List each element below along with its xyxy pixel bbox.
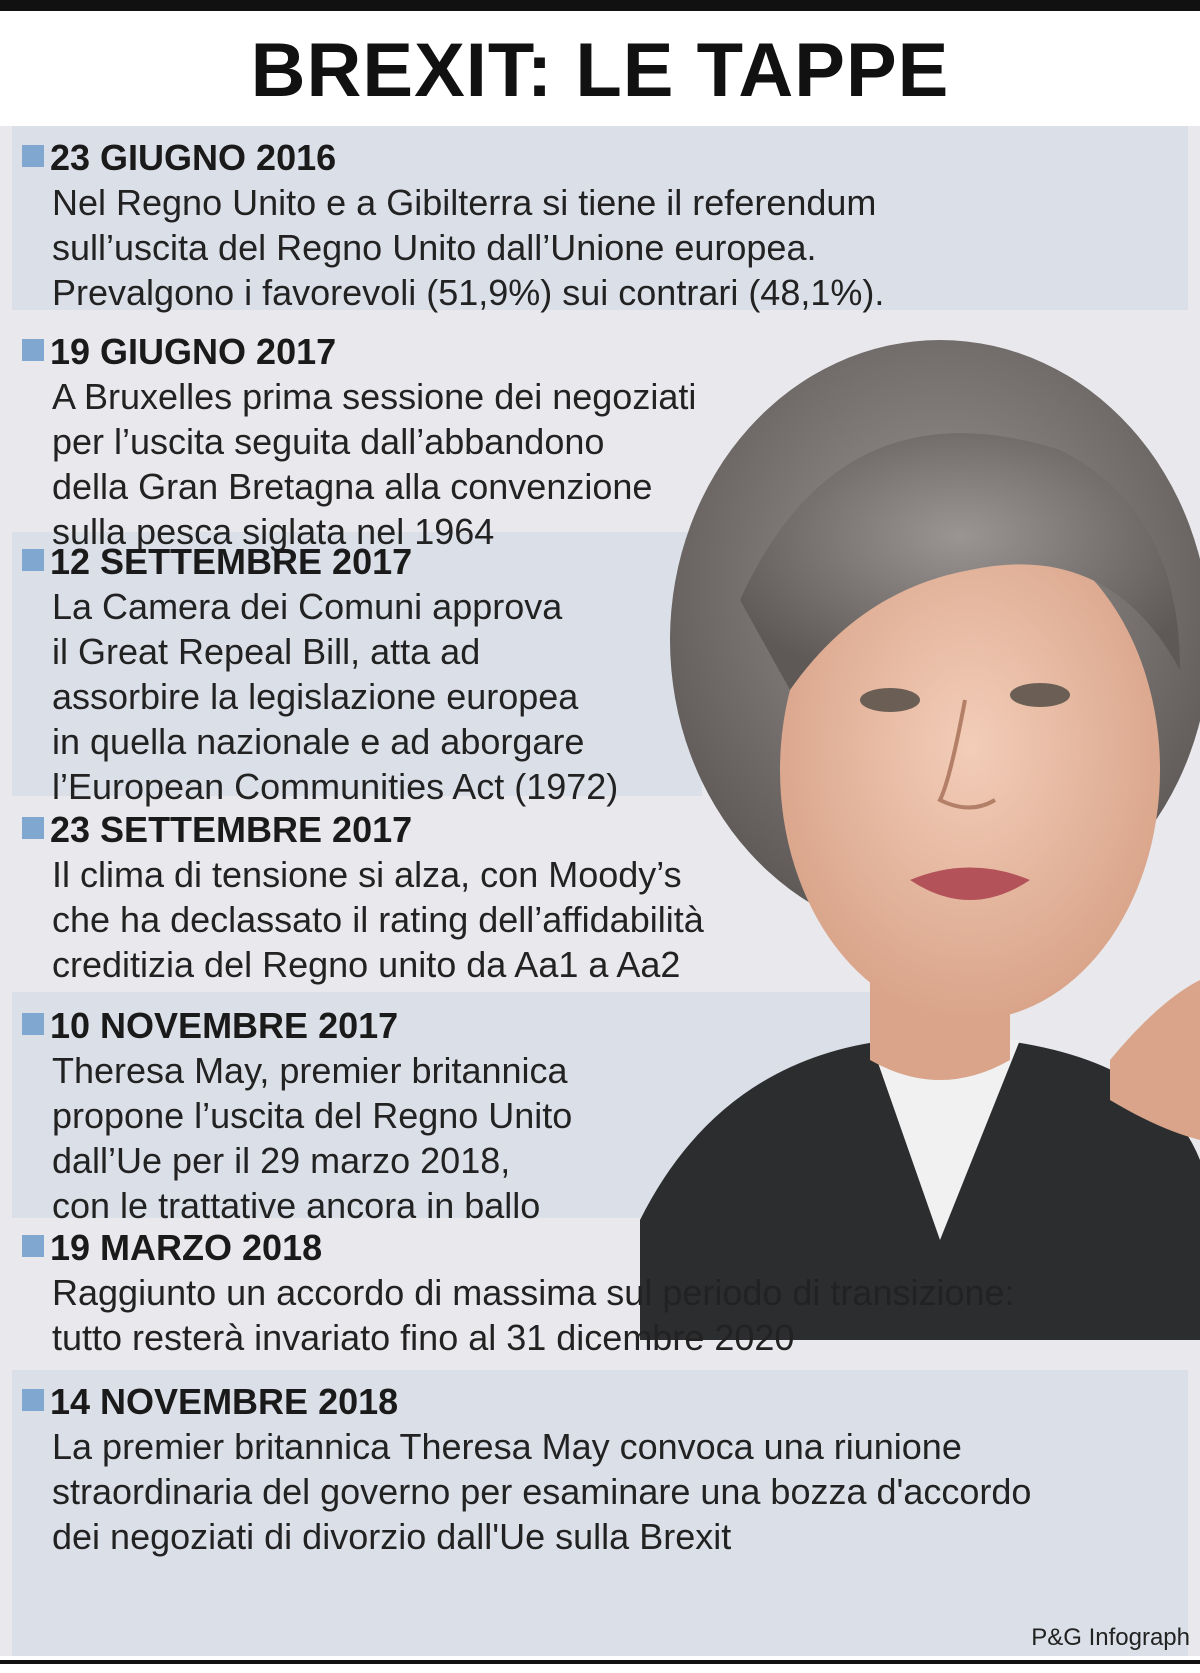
event-line: La premier britannica Theresa May convoca una riunione xyxy=(52,1426,962,1467)
event-date xyxy=(22,330,696,374)
event-line: il Great Repeal Bill, atta ad xyxy=(52,631,481,672)
credit-label: P&G Infograph xyxy=(1031,1624,1190,1651)
event-line: Prevalgono i favorevoli (51,9%) sui contrari (48,1%). xyxy=(52,272,885,313)
event-4 xyxy=(22,808,704,987)
event-line: creditizia del Regno unito da Aa1 a Aa2 xyxy=(52,944,681,985)
event-description xyxy=(52,374,696,554)
event-line: dei negoziati di divorzio dall'Ue sulla Brexit xyxy=(52,1516,732,1557)
event-line: straordinaria del governo per esaminare una bozza d'accordo xyxy=(52,1471,1032,1512)
event-6 xyxy=(22,1226,1015,1360)
event-description xyxy=(52,1424,1031,1559)
event-description xyxy=(52,1270,1015,1360)
event-line: Raggiunto un accordo di massima sul periodo di transizione: xyxy=(52,1272,1015,1313)
event-description xyxy=(52,1048,572,1228)
bullet-icon xyxy=(22,817,44,839)
event-line: Theresa May, premier britannica xyxy=(52,1050,568,1091)
event-date-text: 23 GIUGNO 2016 xyxy=(50,137,337,178)
event-line: che ha declassato il rating dell’affidabilità xyxy=(52,899,704,940)
event-line: Nel Regno Unito e a Gibilterra si tiene il referendum xyxy=(52,182,877,223)
event-date xyxy=(22,1226,1015,1270)
event-description xyxy=(52,180,884,315)
event-description xyxy=(52,584,618,809)
event-line: sulla pesca siglata nel 1964 xyxy=(52,511,495,552)
event-date-text: 14 NOVEMBRE 2018 xyxy=(50,1381,399,1422)
event-line: assorbire la legislazione europea xyxy=(52,676,579,717)
event-line: della Gran Bretagna alla convenzione xyxy=(52,466,653,507)
event-line: sull’uscita del Regno Unito dall’Unione europea. xyxy=(52,227,817,268)
event-line: con le trattative ancora in ballo xyxy=(52,1185,541,1226)
page-title: BREXIT: LE TAPPE xyxy=(250,28,950,113)
event-date xyxy=(22,1380,1031,1424)
event-3 xyxy=(22,540,618,809)
event-line: per l’uscita seguita dall’abbandono xyxy=(52,421,605,462)
bullet-icon xyxy=(22,339,44,361)
bullet-icon xyxy=(22,1389,44,1411)
event-date xyxy=(22,540,618,584)
event-1 xyxy=(22,136,884,315)
event-line: tutto resterà invariato fino al 31 dicembre 2020 xyxy=(52,1317,795,1358)
bottom-rule xyxy=(0,1660,1200,1664)
event-date-text: 19 MARZO 2018 xyxy=(50,1227,323,1268)
event-description xyxy=(52,852,704,987)
bullet-icon xyxy=(22,549,44,571)
event-line: in quella nazionale e ad aborgare xyxy=(52,721,585,762)
event-date-text: 12 SETTEMBRE 2017 xyxy=(50,541,413,582)
event-date-text: 19 GIUGNO 2017 xyxy=(50,331,337,372)
event-7 xyxy=(22,1380,1031,1559)
portrait-photo xyxy=(640,340,1200,1340)
top-rule xyxy=(0,0,1200,11)
event-line: propone l’uscita del Regno Unito xyxy=(52,1095,573,1136)
event-line: l’European Communities Act (1972) xyxy=(52,766,619,807)
event-date xyxy=(22,1004,572,1048)
event-line: A Bruxelles prima sessione dei negoziati xyxy=(52,376,697,417)
event-5 xyxy=(22,1004,572,1228)
event-line: Il clima di tensione si alza, con Moody’s xyxy=(52,854,682,895)
event-line: La Camera dei Comuni approva xyxy=(52,586,563,627)
bullet-icon xyxy=(22,1235,44,1257)
event-date-text: 23 SETTEMBRE 2017 xyxy=(50,809,413,850)
event-date xyxy=(22,136,884,180)
event-2 xyxy=(22,330,696,554)
bullet-icon xyxy=(22,1013,44,1035)
bullet-icon xyxy=(22,145,44,167)
event-date xyxy=(22,808,704,852)
event-line: dall’Ue per il 29 marzo 2018, xyxy=(52,1140,511,1181)
event-date-text: 10 NOVEMBRE 2017 xyxy=(50,1005,399,1046)
